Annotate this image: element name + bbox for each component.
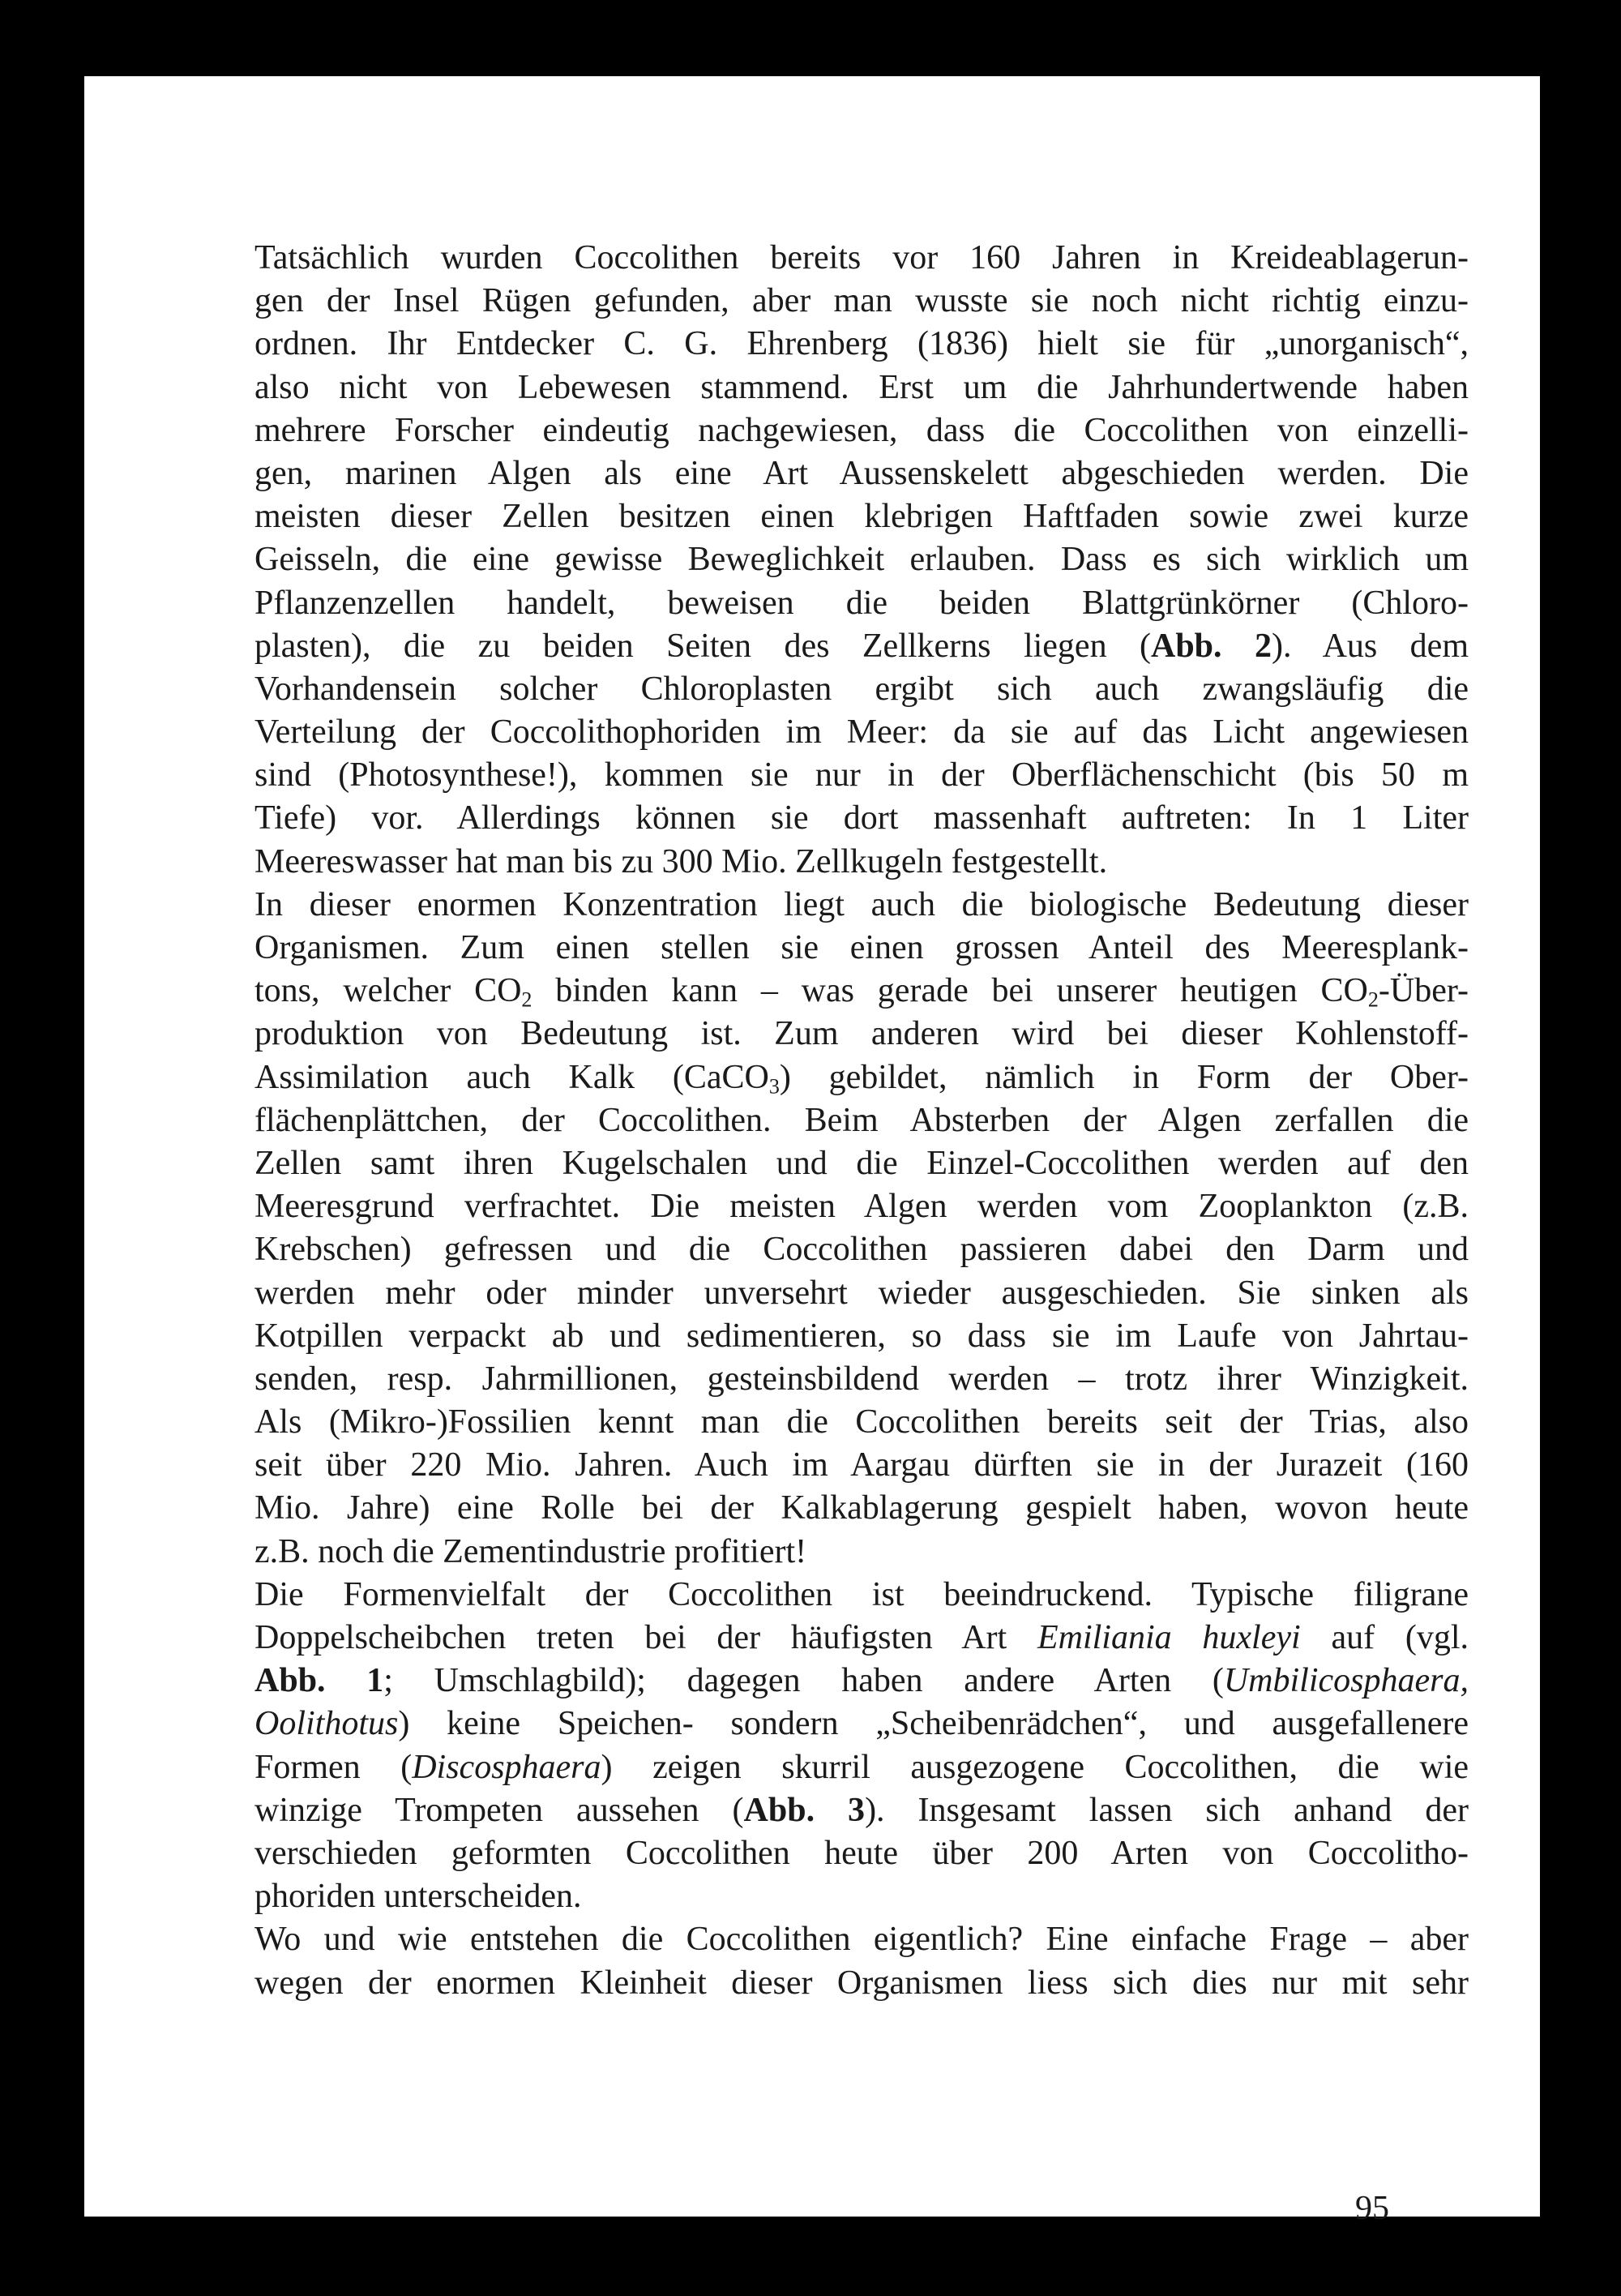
text-segment: Geisseln, die eine gewisse Beweglichkeit erlauben. Dass es sich wirklich um	[254, 541, 1469, 579]
text-segment: winzige Trompeten aussehen (	[254, 1791, 744, 1829]
text-line	[254, 668, 1469, 711]
text-segment: Formen (	[254, 1748, 413, 1786]
figure-reference: Abb. 1	[254, 1662, 384, 1700]
text-segment: mehrere Forscher eindeutig nachgewiesen, dass die Coccolithen von einzelli-	[254, 411, 1469, 449]
text-segment: wegen der enormen Kleinheit dieser Organismen liess sich dies nur mit sehr	[254, 1964, 1469, 2002]
text-segment: Wo und wie entstehen die Coccolithen eigentlich? Eine einfache Frage – aber	[254, 1921, 1469, 1959]
text-segment: Organismen. Zum einen stellen sie einen grossen Anteil des Meeresplank-	[254, 929, 1469, 966]
text-segment: Vorhandensein solcher Chloroplasten ergibt sich auch zwangsläufig die	[254, 670, 1469, 708]
text-segment: tons, welcher CO	[254, 972, 522, 1010]
figure-reference: Abb. 2	[1150, 627, 1272, 665]
text-line	[254, 280, 1469, 323]
text-line	[254, 970, 1469, 1013]
text-line	[254, 1013, 1469, 1056]
text-line	[254, 495, 1469, 538]
subscript: 3	[768, 1074, 780, 1099]
species-name: Oolithotus	[254, 1705, 399, 1743]
text-segment: Krebschen) gefressen und die Coccolithen passieren dabei den Darm und	[254, 1231, 1469, 1269]
text-segment: werden mehr oder minder unversehrt wieder ausgeschieden. Sie sinken als	[254, 1274, 1469, 1312]
text-segment: also nicht von Lebewesen stammend. Erst um die Jahrhundertwende haben	[254, 368, 1469, 406]
text-segment: Verteilung der Coccolithophoriden im Meer: da sie auf das Licht angewiesen	[254, 713, 1469, 752]
text-segment: meisten dieser Zellen besitzen einen klebrigen Haftfaden sowie zwei kurze	[254, 498, 1469, 536]
text-segment: Meeresgrund verfrachtet. Die meisten Algen werden vom Zooplankton (z.B.	[254, 1188, 1469, 1226]
text-line	[254, 1056, 1469, 1099]
text-line	[254, 711, 1469, 754]
text-segment: sind (Photosynthese!), kommen sie nur in der Oberflächenschicht (bis 50 m	[254, 756, 1469, 795]
text-line	[254, 1444, 1469, 1487]
text-segment: Als (Mikro-)Fossilien kennt man die Coccolithen bereits seit der Trias, also	[254, 1403, 1469, 1441]
text-segment: verschieden geformten Coccolithen heute über 200 Arten von Coccolitho-	[254, 1834, 1469, 1872]
text-segment: Mio. Jahre) eine Rolle bei der Kalkablagerung gespielt haben, wovon heute	[254, 1489, 1469, 1527]
text-segment: phoriden unterscheiden.	[254, 1878, 582, 1916]
text-line	[254, 1487, 1469, 1530]
text-line	[254, 582, 1469, 625]
text-segment: Pflanzenzellen handelt, beweisen die beiden Blattgrünkörner (Chloro-	[254, 584, 1469, 622]
text-line	[254, 1272, 1469, 1315]
text-segment: ) gebildet, nämlich in Form der Ober-	[779, 1058, 1469, 1096]
text-segment: Tiefe) vor. Allerdings können sie dort massenhaft auftreten: In 1 Liter	[254, 799, 1469, 837]
text-segment: binden kann – was gerade bei unserer heutigen CO	[532, 972, 1368, 1010]
species-name: Discosphaera	[412, 1748, 601, 1786]
text-segment: auf (vgl.	[1300, 1619, 1469, 1656]
text-line	[254, 366, 1469, 409]
text-line	[254, 452, 1469, 495]
text-segment: ) keine Speichen- sondern „Scheibenrädchen“, und ausgefallenere	[398, 1705, 1469, 1743]
text-line	[254, 1832, 1469, 1875]
text-segment: Zellen samt ihren Kugelschalen und die Einzel-Coccolithen werden auf den	[254, 1144, 1469, 1182]
text-segment: Doppelscheibchen treten bei der häufigsten Art	[254, 1619, 1037, 1656]
page-number: 95	[1355, 2190, 1389, 2227]
text-segment: In dieser enormen Konzentration liegt auch die biologische Bedeutung dieser	[254, 885, 1469, 923]
text-segment: gen, marinen Algen als eine Art Aussenskelett abgeschieden werden. Die	[254, 454, 1469, 492]
text-line	[254, 884, 1469, 927]
text-line	[254, 538, 1469, 581]
text-line	[254, 927, 1469, 970]
body-text	[254, 237, 1469, 2005]
text-line	[254, 1315, 1469, 1358]
text-segment: produktion von Bedeutung ist. Zum anderen wird bei dieser Kohlenstoff-	[254, 1015, 1469, 1053]
text-segment: ) zeigen skurril ausgezogene Coccolithen, die wie	[601, 1748, 1469, 1786]
page	[84, 76, 1540, 2227]
text-line	[254, 1531, 1469, 1574]
text-line	[254, 1142, 1469, 1185]
subscript: 2	[521, 987, 532, 1012]
text-line	[254, 1185, 1469, 1228]
text-line	[254, 1099, 1469, 1142]
text-line	[254, 1401, 1469, 1444]
text-segment: flächenplättchen, der Coccolithen. Beim Absterben der Algen zerfallen die	[254, 1101, 1469, 1139]
text-segment: ; Umschlagbild); dagegen haben andere Arten (	[383, 1662, 1224, 1700]
text-line	[254, 1875, 1469, 1918]
text-segment: Kotpillen verpackt ab und sedimentieren, so dass sie im Laufe von Jahrtau-	[254, 1317, 1469, 1355]
subscript: 2	[1367, 987, 1379, 1012]
text-segment: senden, resp. Jahrmillionen, gesteinsbildend werden – trotz ihrer Winzigkeit.	[254, 1360, 1469, 1398]
text-line	[254, 1703, 1469, 1746]
text-segment: -Über-	[1378, 972, 1469, 1010]
text-segment: Die Formenvielfalt der Coccolithen ist beeindruckend. Typische filigrane	[254, 1575, 1469, 1613]
text-segment: ordnen. Ihr Entdecker C. G. Ehrenberg (1836) hielt sie für „unorganisch“,	[254, 325, 1469, 363]
text-line	[254, 1574, 1469, 1617]
text-line	[254, 1918, 1469, 1961]
text-line	[254, 409, 1469, 452]
species-name: Emiliania huxleyi	[1037, 1619, 1301, 1656]
text-line	[254, 1358, 1469, 1401]
text-segment: ). Insgesamt lassen sich anhand der	[865, 1791, 1469, 1829]
text-line	[254, 1617, 1469, 1660]
text-line	[254, 1962, 1469, 2005]
text-line	[254, 754, 1469, 797]
text-segment: Tatsächlich wurden Coccolithen bereits vor 160 Jahren in Kreideablagerun-	[254, 239, 1469, 276]
text-line	[254, 797, 1469, 840]
text-segment: ). Aus dem	[1271, 627, 1469, 665]
text-line	[254, 1660, 1469, 1703]
text-line	[254, 625, 1469, 668]
species-name: Umbilicosphaera,	[1223, 1662, 1469, 1700]
text-line	[254, 237, 1469, 280]
text-line	[254, 841, 1469, 884]
text-segment: Meereswasser hat man bis zu 300 Mio. Zellkugeln festgestellt.	[254, 842, 1108, 880]
text-segment: z.B. noch die Zementindustrie profitiert!	[254, 1532, 807, 1570]
text-line	[254, 1228, 1469, 1271]
figure-reference: Abb. 3	[743, 1791, 866, 1829]
text-segment: gen der Insel Rügen gefunden, aber man wusste sie noch nicht richtig einzu-	[254, 282, 1469, 320]
text-line	[254, 1746, 1469, 1789]
text-segment: plasten), die zu beiden Seiten des Zellkerns liegen (	[254, 627, 1151, 665]
text-line	[254, 1789, 1469, 1832]
text-line	[254, 323, 1469, 366]
text-segment: seit über 220 Mio. Jahren. Auch im Aargau dürften sie in der Jurazeit (160	[254, 1446, 1469, 1484]
text-segment: Assimilation auch Kalk (CaCO	[254, 1058, 769, 1096]
